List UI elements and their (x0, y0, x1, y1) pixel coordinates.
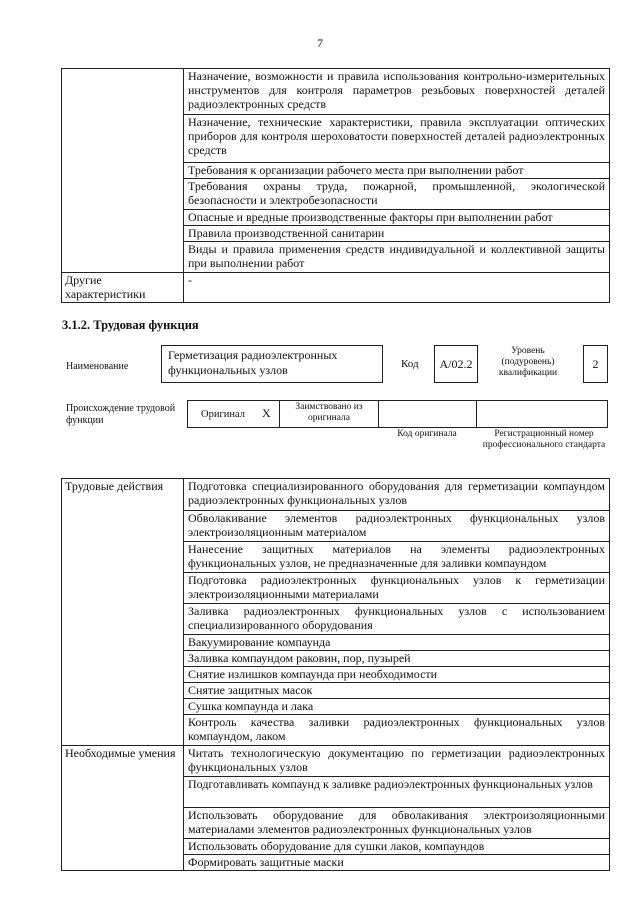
original-label: Оригинал (201, 409, 245, 420)
borrowed-label: Заимствовано из оригинала (295, 402, 363, 423)
origin-label: Происхождение трудовой функции (66, 403, 176, 426)
code-label: Код (401, 358, 419, 370)
list-item: Требования к организации рабочего места при выполнении работ (184, 163, 610, 179)
knowledge-table (61, 68, 610, 303)
list-item: Виды и правила применения средств индивидуальной и коллективной защиты при выполнении работ (184, 242, 610, 273)
list-item: Читать технологическую документацию по герметизации радиоэлектронных функциональных узлов (184, 746, 610, 777)
list-item: Использовать оборудование для сушки лаков, компаундов (184, 839, 610, 855)
list-item: Заливка радиоэлектронных функциональных узлов с использованием специализированного оборудования (184, 604, 610, 635)
table-row (62, 479, 610, 511)
other-characteristics-value: - (184, 273, 610, 303)
empty-label-cell (62, 69, 184, 273)
list-item: Подготовка специализированного оборудования для герметизации компаундом радиоэлектронных функциональных узлов (184, 479, 610, 511)
list-item: Правила производственной санитарии (184, 226, 610, 242)
table-row (62, 273, 610, 303)
page-number: 7 (317, 36, 323, 50)
list-item: Вакуумирование компаунда (184, 635, 610, 651)
level-box: 2 (583, 345, 608, 383)
section-title: 3.1.2. Трудовая функция (62, 318, 199, 332)
other-characteristics-label: Другие характеристики (62, 273, 184, 303)
actions-skills-table (61, 478, 610, 871)
level-label: Уровень (подуровень) квалификации (498, 346, 558, 378)
table-row (62, 69, 610, 115)
list-item: Сушка компаунда и лака (184, 699, 610, 715)
list-item: Назначение, возможности и правила использования контрольно-измерительных инструментов для контроля параметров резьбовых поверхностей деталей радиоэлектронных средств (184, 69, 610, 115)
list-item: Контроль качества заливки радиоэлектронных функциональных узлов компаундом, лаком (184, 715, 610, 746)
origin-divider (279, 400, 280, 428)
original-mark: X (262, 406, 271, 420)
list-item: Снятие излишков компаунда при необходимости (184, 667, 610, 683)
skills-label: Необходимые умения (62, 746, 184, 871)
list-item: Требования охраны труда, пожарной, промышленной, экологической безопасности и электробезопасности (184, 179, 610, 210)
actions-label: Трудовые действия (62, 479, 184, 746)
origin-box (187, 400, 608, 428)
code-box: А/02.2 (434, 345, 478, 383)
list-item: Подготовка радиоэлектронных функциональных узлов к герметизации электроизоляционными материалами (184, 573, 610, 604)
list-item: Формировать защитные маски (184, 855, 610, 871)
list-item: Заливка компаундом раковин, пор, пузырей (184, 651, 610, 667)
name-label: Наименование (66, 361, 129, 372)
reg-caption: Регистрационный номер профессионального стандарта (482, 429, 606, 450)
function-name-box: Герметизация радиоэлектронных функциональных узлов (161, 345, 383, 383)
code-caption: Код оригинала (397, 429, 457, 439)
origin-divider (476, 400, 477, 428)
table-row (62, 746, 610, 777)
origin-divider (378, 400, 379, 428)
list-item: Опасные и вредные производственные факторы при выполнении работ (184, 210, 610, 226)
list-item: Нанесение защитных материалов на элементы радиоэлектронных функциональных узлов, не предназначенные для заливки компаундом (184, 542, 610, 573)
list-item: Использовать оборудование для обволакивания электроизоляционными материалами элементов радиоэлектронных функциональных узлов (184, 808, 610, 839)
list-item: Снятие защитных масок (184, 683, 610, 699)
list-item: Подготавливать компаунд к заливке радиоэлектронных функциональных узлов (184, 777, 610, 808)
list-item: Обволакивание элементов радиоэлектронных функциональных узлов электроизоляционным материалом (184, 511, 610, 542)
list-item: Назначение, технические характеристики, правила эксплуатации оптических приборов для контроля шероховатости поверхностей деталей радиоэлектронных средств (184, 115, 610, 163)
